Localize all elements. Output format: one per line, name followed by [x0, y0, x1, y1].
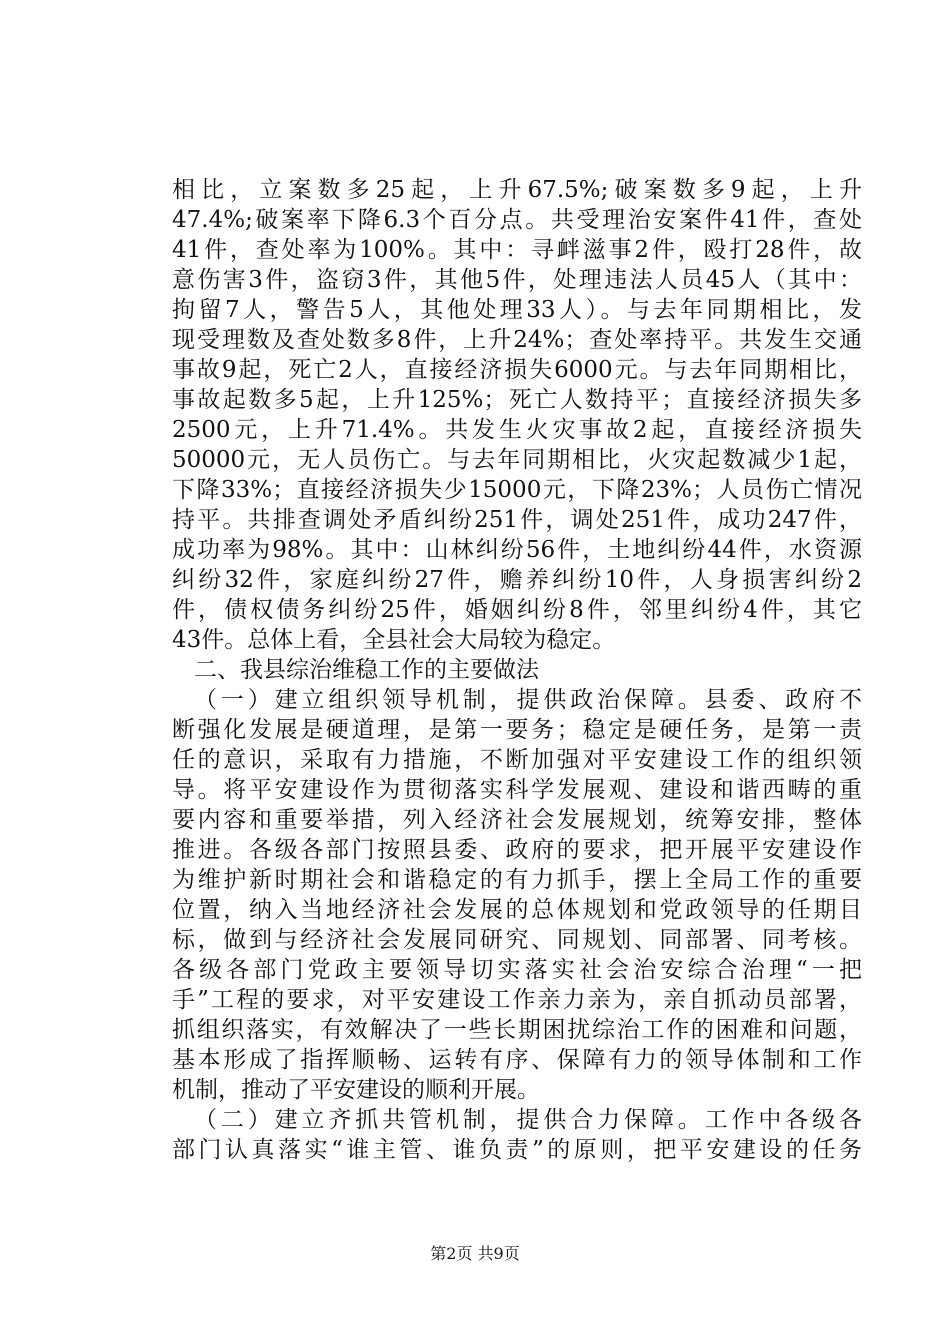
text-line: 持平。共排查调处矛盾纠纷251件，调处251件，成功247件，: [172, 507, 862, 533]
text-line: 为维护新时期社会和谐稳定的有力抓手，摆上全局工作的重要: [172, 867, 862, 893]
text-line: 纠纷32件，家庭纠纷27件，赡养纠纷10件，人身损害纠纷2: [172, 567, 862, 593]
text-line: 部门认真落实“谁主管、谁负责”的原则，把平安建设的任务: [172, 1137, 862, 1163]
paragraph-start-line: （二）建立齐抓共管机制，提供合力保障。工作中各级各: [194, 1107, 862, 1133]
text-line: 2500元，上升71.4%。共发生火灾事故2起，直接经济损失: [172, 417, 862, 443]
text-line: 事故9起，死亡2人，直接经济损失6000元。与去年同期相比，: [172, 357, 862, 383]
text-line: 标，做到与经济社会发展同研究、同规划、同部署、同考核。: [172, 927, 862, 953]
text-line: 件，债权债务纠纷25件，婚姻纠纷8件，邻里纠纷4件，其它: [172, 597, 862, 623]
text-line: 基本形成了指挥顺畅、运转有序、保障有力的领导体制和工作: [172, 1047, 862, 1073]
text-line: 导。将平安建设作为贯彻落实科学发展观、建设和谐西畴的重: [172, 777, 862, 803]
text-line: 下降33%；直接经济损失少15000元，下降23%；人员伤亡情况: [172, 477, 862, 503]
page-number-footer: 第2页 共9页: [430, 1244, 520, 1263]
text-line: 相比，立案数多25起，上升67.5%;破案数多9起，上升: [172, 177, 862, 203]
text-line: 50000元，无人员伤亡。与去年同期相比，火灾起数减少1起，: [172, 447, 862, 473]
text-line: 41件，查处率为100%。其中：寻衅滋事2件，殴打28件，故: [172, 237, 862, 263]
text-line: 抓组织落实，有效解决了一些长期困扰综治工作的困难和问题，: [172, 1017, 862, 1043]
text-line: 现受理数及查处数多8件，上升24%；查处率持平。共发生交通: [172, 327, 862, 353]
text-line: 意伤害3件，盗窃3件，其他5件，处理违法人员45人（其中：: [172, 267, 862, 293]
text-line: 成功率为98%。其中：山林纠纷56件，土地纠纷44件，水资源: [172, 537, 862, 563]
text-line: 位置，纳入当地经济社会发展的总体规划和党政领导的任期目: [172, 897, 862, 923]
text-line: 拘留7人，警告5人，其他处理33人）。与去年同期相比，发: [172, 297, 862, 323]
text-line: 推进。各级各部门按照县委、政府的要求，把开展平安建设作: [172, 837, 862, 863]
text-line: 机制，推动了平安建设的顺利开展。: [172, 1077, 540, 1103]
text-line: 各级各部门党政主要领导切实落实社会治安综合治理“一把: [172, 957, 862, 983]
paragraph-start-line: （一）建立组织领导机制，提供政治保障。县委、政府不: [194, 687, 862, 713]
body-text: [172, 175, 862, 1165]
text-line: 47.4%;破案率下降6.3个百分点。共受理治安案件41件，查处: [172, 207, 862, 233]
text-line: 事故起数多5起，上升125%；死亡人数持平；直接经济损失多: [172, 387, 862, 413]
text-line: 断强化发展是硬道理，是第一要务；稳定是硬任务，是第一责: [172, 717, 862, 743]
text-line: 43件。总体上看，全县社会大局较为稳定。: [172, 627, 616, 653]
section-heading: 二、我县综治维稳工作的主要做法: [194, 657, 539, 683]
text-line: 手”工程的要求，对平安建设工作亲力亲为，亲自抓动员部署，: [172, 987, 862, 1013]
text-line: 要内容和重要举措，列入经济社会发展规划，统筹安排，整体: [172, 807, 862, 833]
text-line: 任的意识，采取有力措施，不断加强对平安建设工作的组织领: [172, 747, 862, 773]
